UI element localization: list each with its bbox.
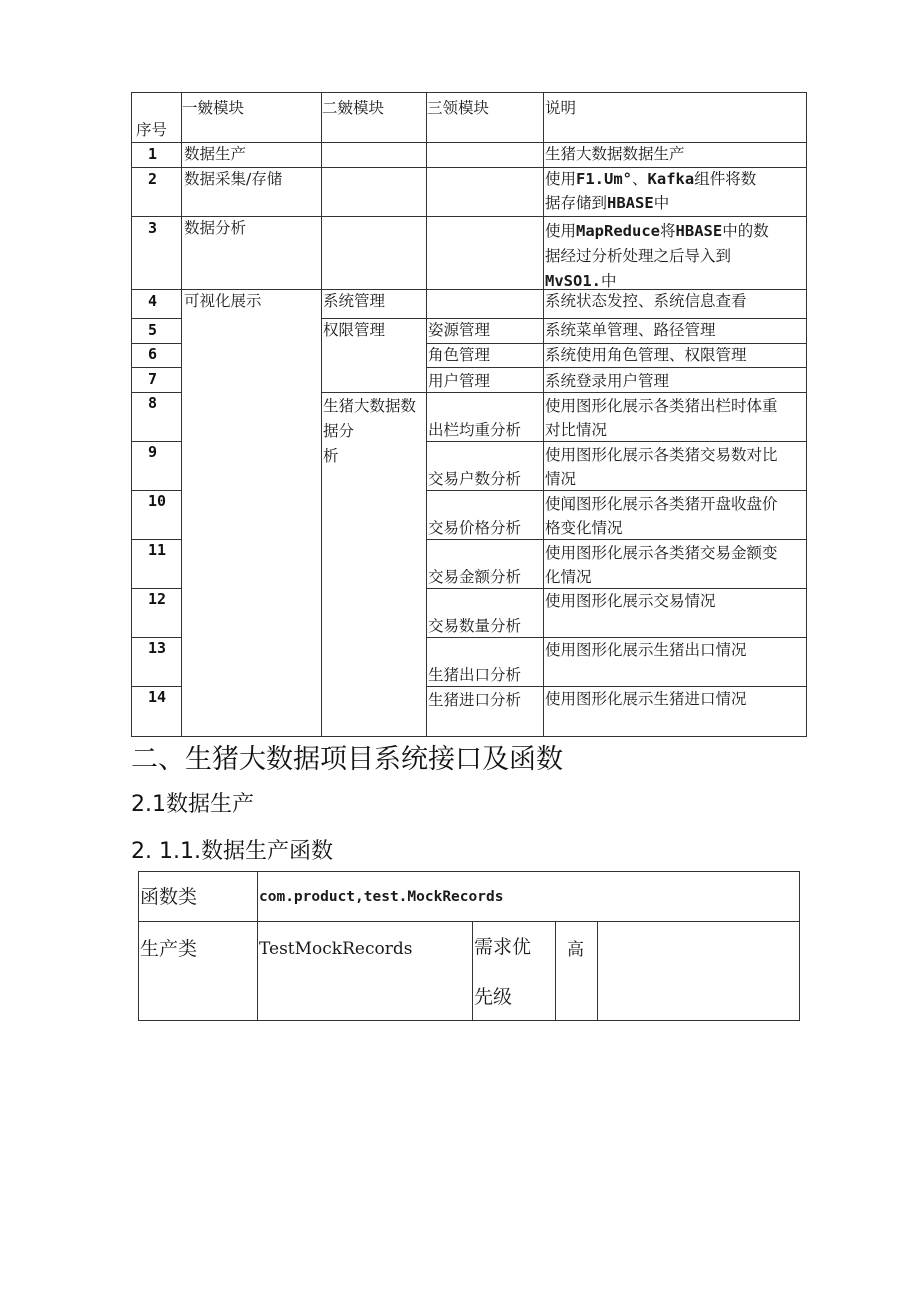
row-number: 1 [148,145,158,163]
level3-cell: 生猪出口分析 [428,666,522,684]
sub-heading: 2.1数据生产 [131,792,254,817]
row-number: 3 [148,219,158,237]
level2-cell: 权限管理 [323,321,386,339]
description-cell: 系统使用角色管理、权限管理 [545,346,747,364]
desc-text: 将 [660,222,676,240]
level2-cell-line3: 析 [323,447,339,465]
description-cell-line2: 据经过分析处理之后导入到 [545,247,732,265]
priority-label: 需求优 [474,936,532,958]
level3-cell: 角色管理 [428,346,491,364]
production-class-label: 生产类 [140,938,198,960]
desc-text: 使用 [545,222,577,240]
row-number: 8 [148,394,158,412]
function-class-label: 函数类 [140,886,198,908]
table-border [131,539,181,540]
level3-cell: 用户管理 [428,372,491,390]
desc-term: HBASE [675,222,723,240]
row-number: 5 [148,321,158,339]
table-border [138,871,139,1021]
subsub-heading: 2. 1.1.数据生产函数 [131,839,333,864]
row-number: 7 [148,370,158,388]
row-number: 2 [148,170,158,188]
row-number: 6 [148,345,158,363]
desc-term: F1.Um° [576,170,633,188]
desc-text: 、 [632,170,648,188]
level3-cell: 交易数量分析 [428,617,522,635]
level3-cell: 生猪进口分析 [428,691,522,709]
level1-cell: 数据采集/存储 [184,170,283,188]
table-border [138,871,800,872]
level2-cell: 生猪大数据数 [323,397,417,415]
table-border [138,1020,800,1021]
row-number: 13 [148,639,167,657]
level3-cell: 姿源管理 [428,321,491,339]
table-border [257,871,258,1021]
function-class-value: com.product,test.MockRecords [259,889,504,905]
table-border [799,871,800,1021]
table-border [472,921,473,1021]
level1-cell: 数据分析 [184,219,247,237]
level3-cell: 交易户数分析 [428,470,522,488]
header-level2: 二皴模块 [322,99,385,117]
priority-value: 高 [567,940,584,960]
desc-text: 中的数 [722,222,769,240]
row-number: 10 [148,492,167,510]
table-border [131,490,181,491]
table-border [131,392,181,393]
desc-text: 中 [653,194,670,212]
description-cell: 使用图形化展示生猪进口情况 [545,690,747,708]
description-cell-line2 [545,191,669,216]
description-cell: 生猪大数据数据生产 [545,145,685,163]
table-border [426,92,427,737]
description-cell: 使用图形化展示交易情况 [545,592,716,610]
row-number: 11 [148,541,167,559]
table-border [131,367,181,368]
level1-cell: 数据生产 [184,145,247,163]
table-border [181,92,182,737]
table-border [131,736,807,737]
table-border [131,441,181,442]
desc-text: 组件将数 [694,170,757,188]
description-cell: 系统登录用户管理 [545,372,670,390]
description-cell-line2: 情况 [545,470,577,488]
desc-text: 使用 [545,170,577,188]
header-index: 序号 [136,121,168,139]
description-cell-line2: 化情况 [545,568,592,586]
level2-cell: 系统管理 [323,292,386,310]
table-border [138,921,800,922]
description-cell: 系统状态发控、系统信息查看 [545,292,747,310]
desc-term: MapReduce [576,222,661,240]
priority-label-line2: 先级 [474,986,513,1008]
level3-cell: 出栏均重分析 [428,421,522,439]
table-border [555,921,556,1021]
table-border [806,92,807,737]
production-class-value: TestMockRecords [259,939,413,959]
table-border [131,686,181,687]
header-description: 说明 [545,99,577,117]
table-border [131,92,807,93]
table-border [543,92,544,737]
description-cell-line2: 格变化情况 [545,519,623,537]
section-heading: 二、生猪大数据项目系统接口及函数 [131,744,563,775]
table-border [131,637,181,638]
description-cell-line2: 对比情况 [545,421,608,439]
row-number: 14 [148,688,167,706]
row-number: 9 [148,443,158,461]
description-cell [545,167,756,192]
header-level3: 三领模块 [427,99,490,117]
description-cell: 使用图形化展示各类猪交易数对比 [545,446,778,464]
description-cell: 使用图形化展示各类猪出栏时体重 [545,397,778,415]
table-border [597,921,598,1021]
table-border [131,92,132,737]
table-border [131,343,181,344]
table-border [131,318,181,319]
table-border [131,588,181,589]
desc-text: 中 [601,272,617,290]
level3-cell: 交易价格分析 [428,519,522,537]
level1-cell: 可视化展示 [184,292,262,310]
description-cell: 系统菜单管理、路径管理 [545,321,716,339]
description-cell: 使闻图形化展示各类猪开盘收盘价 [545,495,778,513]
desc-text: 据存储到 [545,194,608,212]
desc-term: Kafka [647,170,695,188]
description-cell: 使用图形化展示各类猪交易金额变 [545,544,778,562]
desc-term: HBASE [607,194,654,212]
row-number: 12 [148,590,167,608]
level2-cell-line2: 据分 [323,422,355,440]
level3-cell: 交易金额分析 [428,568,522,586]
desc-term: MvSO1. [545,272,601,290]
table-border [321,92,322,737]
row-number: 4 [148,292,158,310]
description-cell: 使用图形化展示生猪出口情况 [545,641,747,659]
header-level1: 一皴模块 [182,99,245,117]
description-cell [545,219,769,244]
